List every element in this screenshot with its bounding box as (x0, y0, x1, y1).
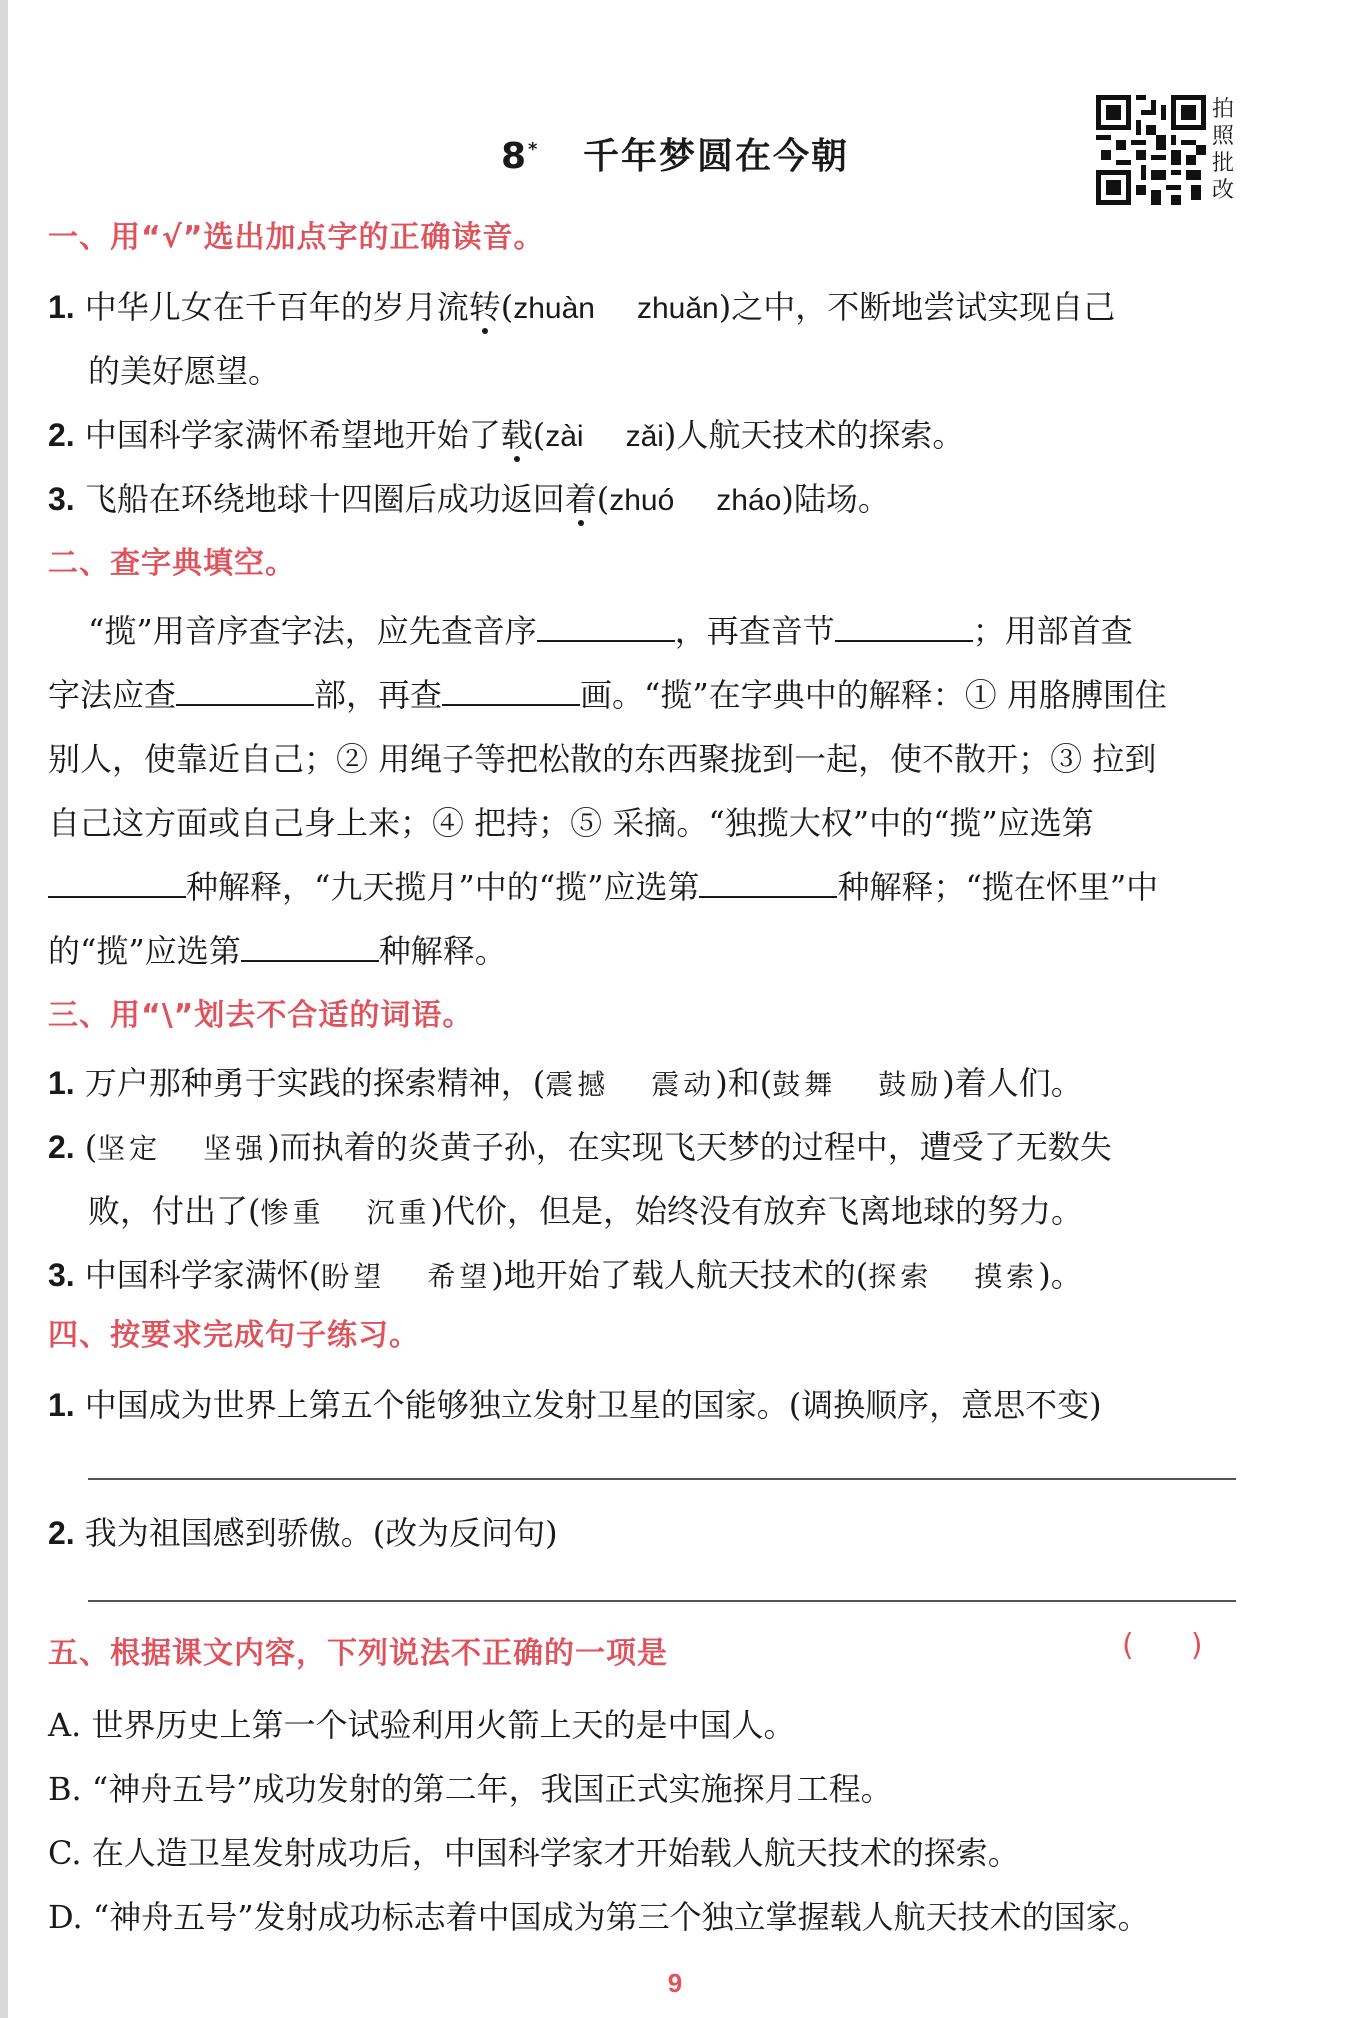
answer-line[interactable] (88, 1600, 1236, 1602)
s1-question-1-cont: 的美好愿望。 (88, 352, 281, 390)
word-option[interactable]: 坚强 (203, 1132, 268, 1165)
option-b[interactable]: B. “神舟五号”成功发射的第二年，我国正式实施探月工程。 (48, 1770, 893, 1808)
answer-line[interactable] (88, 1478, 1236, 1480)
option-c[interactable]: C. 在人造卫星发射成功后，中国科学家才开始载人航天技术的探索。 (48, 1834, 1020, 1872)
s2-text: 的“揽”应选第 (48, 932, 241, 970)
q-text: ( (84, 1128, 98, 1166)
q-number: 2. (48, 1515, 75, 1551)
s2-line-3: 别人，使靠近自己；② 用绳子等把松散的东西聚拢到一起，使不散开；③ 拉到 (48, 740, 1157, 778)
fill-blank[interactable] (176, 678, 314, 706)
s2-text: ；用部首查 (972, 612, 1133, 650)
s2-text: 部，再查 (314, 676, 443, 714)
lesson-title-text: 千年梦圆在今朝 (583, 136, 850, 177)
q-text: 人航天技术的探索。 (676, 416, 965, 454)
section-1-heading: 一、用“√”选出加点字的正确读音。 (48, 220, 545, 255)
s4-question-1 (48, 1380, 1102, 1426)
q-text: 陆场。 (793, 480, 890, 518)
q-text: 中华儿女在千百年的岁月流 (84, 288, 469, 326)
option-a[interactable]: A. 世界历史上第一个试验利用火箭上天的是中国人。 (48, 1706, 796, 1744)
word-option[interactable]: 盼望 (321, 1260, 386, 1293)
word-option[interactable]: 坚定 (97, 1132, 162, 1165)
section-5-heading: 五、根据课文内容，下列说法不正确的一项是 (48, 1636, 668, 1671)
q-text: 我为祖国感到骄傲。(改为反问句) (84, 1514, 558, 1552)
s3-question-2 (48, 1122, 1112, 1168)
q-text: )地开始了载人航天技术的( (491, 1256, 869, 1294)
s4-question-2 (48, 1508, 558, 1554)
dotted-char: 转 (468, 288, 501, 326)
q-text: 万户那种勇于实践的探索精神，( (84, 1064, 546, 1102)
q-number: 2. (48, 1129, 75, 1165)
s3-question-2-cont (88, 1186, 1083, 1232)
q-text: )代价，但是，始终没有放弃飞离地球的努力。 (430, 1192, 1084, 1230)
q-text: 败，付出了( (88, 1192, 261, 1230)
fill-blank[interactable] (835, 614, 973, 642)
section-4-heading: 四、按要求完成句子练习。 (48, 1318, 420, 1353)
fill-blank[interactable] (537, 614, 675, 642)
word-option[interactable]: 震撼 (545, 1068, 610, 1101)
s2-text: 字法应查 (48, 676, 177, 714)
s2-line-1 (88, 606, 1133, 652)
s1-question-1: 1. 中华儿女在千百年的岁月流转(zhuàn zhuǎn)之中，不断地尝试实现自己 (48, 288, 1116, 326)
q-text: 中国科学家满怀( (84, 1256, 322, 1294)
q-text: 飞船在环绕地球十四圈后成功返回 (84, 480, 565, 518)
s3-question-1 (48, 1058, 1083, 1104)
page-number: 9 (667, 1968, 683, 1998)
q-text: 中国科学家满怀希望地开始了 (84, 416, 501, 454)
pinyin-option-1[interactable]: zài (545, 420, 584, 453)
fill-blank[interactable] (48, 870, 186, 898)
fill-blank[interactable] (699, 870, 837, 898)
q-text: 中国成为世界上第五个能够独立发射卫星的国家。(调换顺序，意思不变) (84, 1386, 1102, 1424)
qr-label: 拍照批改 (1212, 97, 1235, 203)
s3-question-3 (48, 1250, 1083, 1296)
pinyin-option-2[interactable]: zǎi (625, 420, 664, 453)
q-number: 1. (48, 289, 75, 325)
s1-question-2: 2. 中国科学家满怀希望地开始了载(zài zǎi)人航天技术的探索。 (48, 416, 965, 454)
s2-text: “揽”用音序查字法，应先查音序 (88, 612, 537, 650)
s2-line-6 (48, 926, 507, 972)
pinyin-option-2[interactable]: zhuǎn (636, 292, 719, 325)
q-number: 2. (48, 417, 75, 453)
s1-question-3: 3. 飞船在环绕地球十四圈后成功返回着(zhuó zháo)陆场。 (48, 480, 890, 518)
word-option[interactable]: 震动 (651, 1068, 716, 1101)
lesson-number: 8 (500, 136, 528, 177)
q-number: 3. (48, 1257, 75, 1293)
s2-line-5 (48, 862, 1158, 908)
dotted-char: 着 (564, 480, 597, 518)
qr-code-icon[interactable] (1096, 94, 1206, 206)
section-3-heading: 三、用“\”划去不合适的词语。 (48, 998, 474, 1033)
section-2-heading: 二、查字典填空。 (48, 546, 296, 581)
answer-parentheses[interactable]: ( ) (1122, 1628, 1203, 1663)
s2-text: 种解释；“揽在怀里”中 (837, 868, 1159, 906)
s2-text: 种解释，“九天揽月”中的“揽”应选第 (186, 868, 700, 906)
q-text: 之中，不断地尝试实现自己 (731, 288, 1116, 326)
dotted-char: 载 (500, 416, 533, 454)
word-option[interactable]: 希望 (427, 1260, 492, 1293)
s2-line-4: 自己这方面或自己身上来；④ 把持；⑤ 采摘。“独揽大权”中的“揽”应选第 (48, 804, 1094, 842)
pinyin-option-1[interactable]: zhuó (609, 484, 675, 517)
q-number: 3. (48, 481, 75, 517)
lesson-asterisk: * (528, 139, 540, 160)
fill-blank[interactable] (241, 934, 379, 962)
s2-text: ，再查音节 (674, 612, 835, 650)
q-text: )和( (715, 1064, 773, 1102)
q-number: 1. (48, 1065, 75, 1101)
s2-line-2 (48, 670, 1167, 716)
word-option[interactable]: 沉重 (366, 1196, 431, 1229)
page-edge-shadow (0, 0, 8, 2018)
option-d[interactable]: D. “神舟五号”发射成功标志着中国成为第三个独立掌握载人航天技术的国家。 (48, 1898, 1150, 1936)
q-number: 1. (48, 1387, 75, 1423)
word-option[interactable]: 探索 (868, 1260, 933, 1293)
pinyin-option-2[interactable]: zháo (716, 484, 782, 517)
q-text: )而执着的炎黄子孙，在实现飞天梦的过程中，遭受了无数失 (267, 1128, 1112, 1166)
q-text: )着人们。 (942, 1064, 1083, 1102)
word-option[interactable]: 惨重 (260, 1196, 325, 1229)
word-option[interactable]: 摸索 (974, 1260, 1039, 1293)
q-text: )。 (1038, 1256, 1083, 1294)
word-option[interactable]: 鼓励 (878, 1068, 943, 1101)
s2-text: 画。“揽”在字典中的解释：① 用胳膊围住 (580, 676, 1167, 714)
word-option[interactable]: 鼓舞 (772, 1068, 837, 1101)
pinyin-option-1[interactable]: zhuàn (513, 292, 595, 325)
s2-text: 种解释。 (378, 932, 507, 970)
fill-blank[interactable] (442, 678, 580, 706)
